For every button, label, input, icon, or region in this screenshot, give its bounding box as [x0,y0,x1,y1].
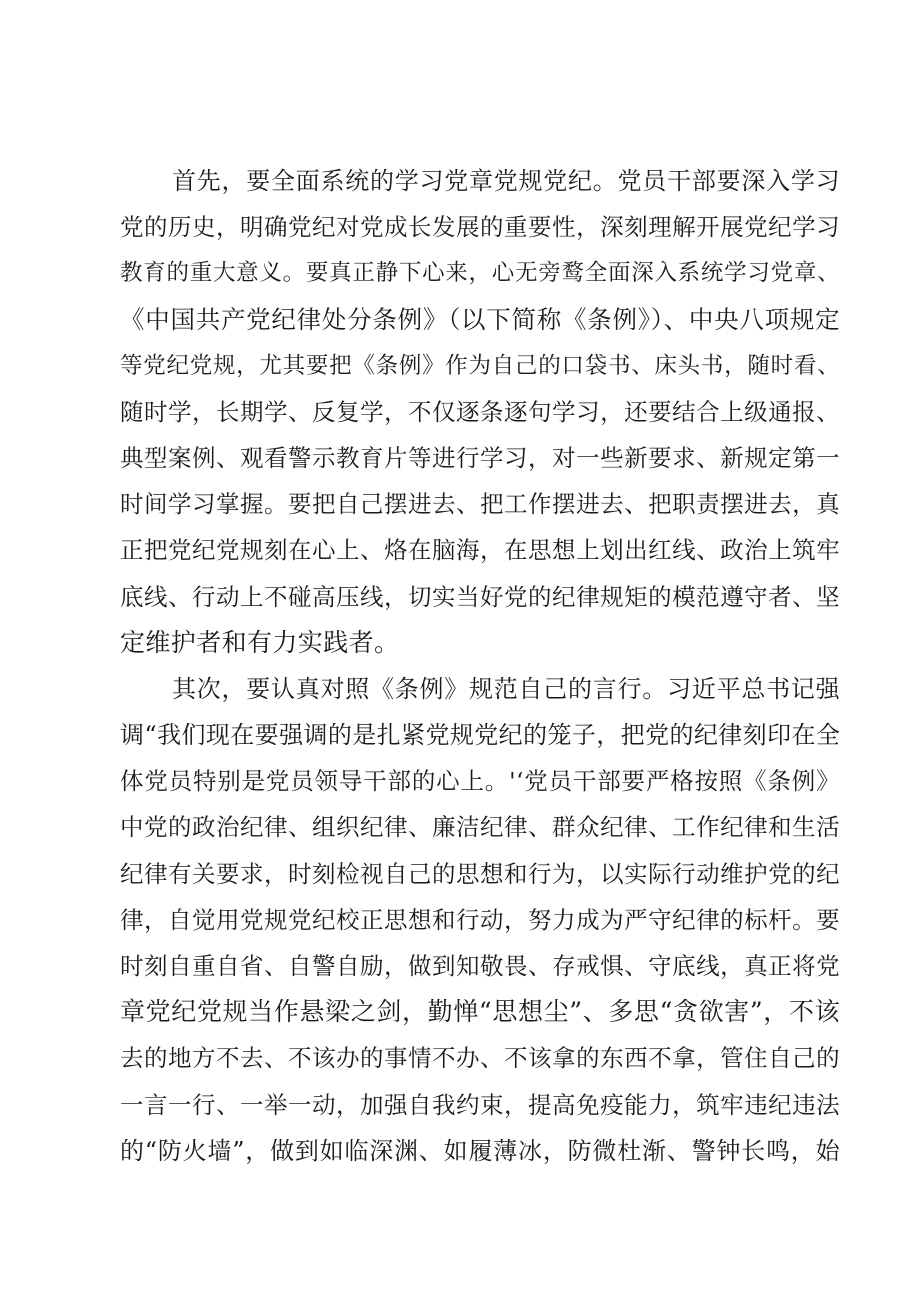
text-line: 典型案例、观看警示教育片等进行学习，对一些新要求、新规定第一 [120,444,840,472]
text-line: 纪律有关要求，时刻检视自己的思想和行为，以实际行动维护党的纪 [120,860,840,888]
text-line: 等党纪党规，尤其要把《条例》作为自己的口袋书、床头书，随时看、 [120,353,840,379]
text-line: 去的地方不去、不该办的事情不办、不该拿的东西不拿，管住自己的 [120,1044,840,1072]
text-line: 章党纪党规当作悬梁之剑，勤惮“思想尘”、多思“贪欲害”，不该 [120,997,840,1026]
text-line: 律，自觉用党规党纪校正思想和行动，努力成为严守纪律的标杆。要 [120,906,840,934]
text-line: 中党的政治纪律、组织纪律、廉洁纪律、群众纪律、工作纪律和生活 [120,813,840,841]
text-line: 调“我们现在要强调的是扎紧党规党纪的笼子，把党的纪律刻印在全 [120,721,841,749]
text-line: 党的历史，明确党纪对党成长发展的重要性，深刻理解开展党纪学习 [120,213,840,241]
text-line: 教育的重大意义。要真正静下心来，心无旁鹜全面深入系统学习党章、 [120,260,840,286]
text-line: 定维护者和有力实践者。 [120,628,400,657]
text-line: 正把党纪党规刻在心上、烙在脑海，在思想上划出红线、政治上筑牢 [120,536,840,564]
text-line: 首先，要全面系统的学习党章党规党纪。党员干部要深入学习 [172,167,840,195]
text-line: 的“防火墙”，做到如临深渊、如履薄冰，防微杜渐、警钟长鸣，始 [120,1137,840,1165]
text-line: 时间学习掌握。要把自己摆进去、把工作摆进去、把职责摆进去，真 [120,490,840,518]
text-line: 一言一行、一举一动，加强自我约束，提高免疫能力，筑牢违纪违法 [120,1091,840,1119]
text-line: 其次，要认真对照《条例》规范自己的言行。习近平总书记强 [172,675,840,703]
text-line: 随时学，长期学、反复学，不仅逐条逐句学习，还要结合上级通报、 [120,398,840,426]
text-line: 《中国共产党纪律处分条例》（以下简称《条例》）、中央八项规定 [120,305,840,334]
text-line: 体党员特别是党员领导干部的心上。'‘党员干部要严格按照《条例》 [120,767,840,795]
text-line: 时刻自重自省、自警自励，做到知敬畏、存戒惧、守底线，真正将党 [120,952,840,980]
text-line: 底线、行动上不碰高压线，切实当好党的纪律规矩的模范遵守者、坚 [120,583,840,611]
